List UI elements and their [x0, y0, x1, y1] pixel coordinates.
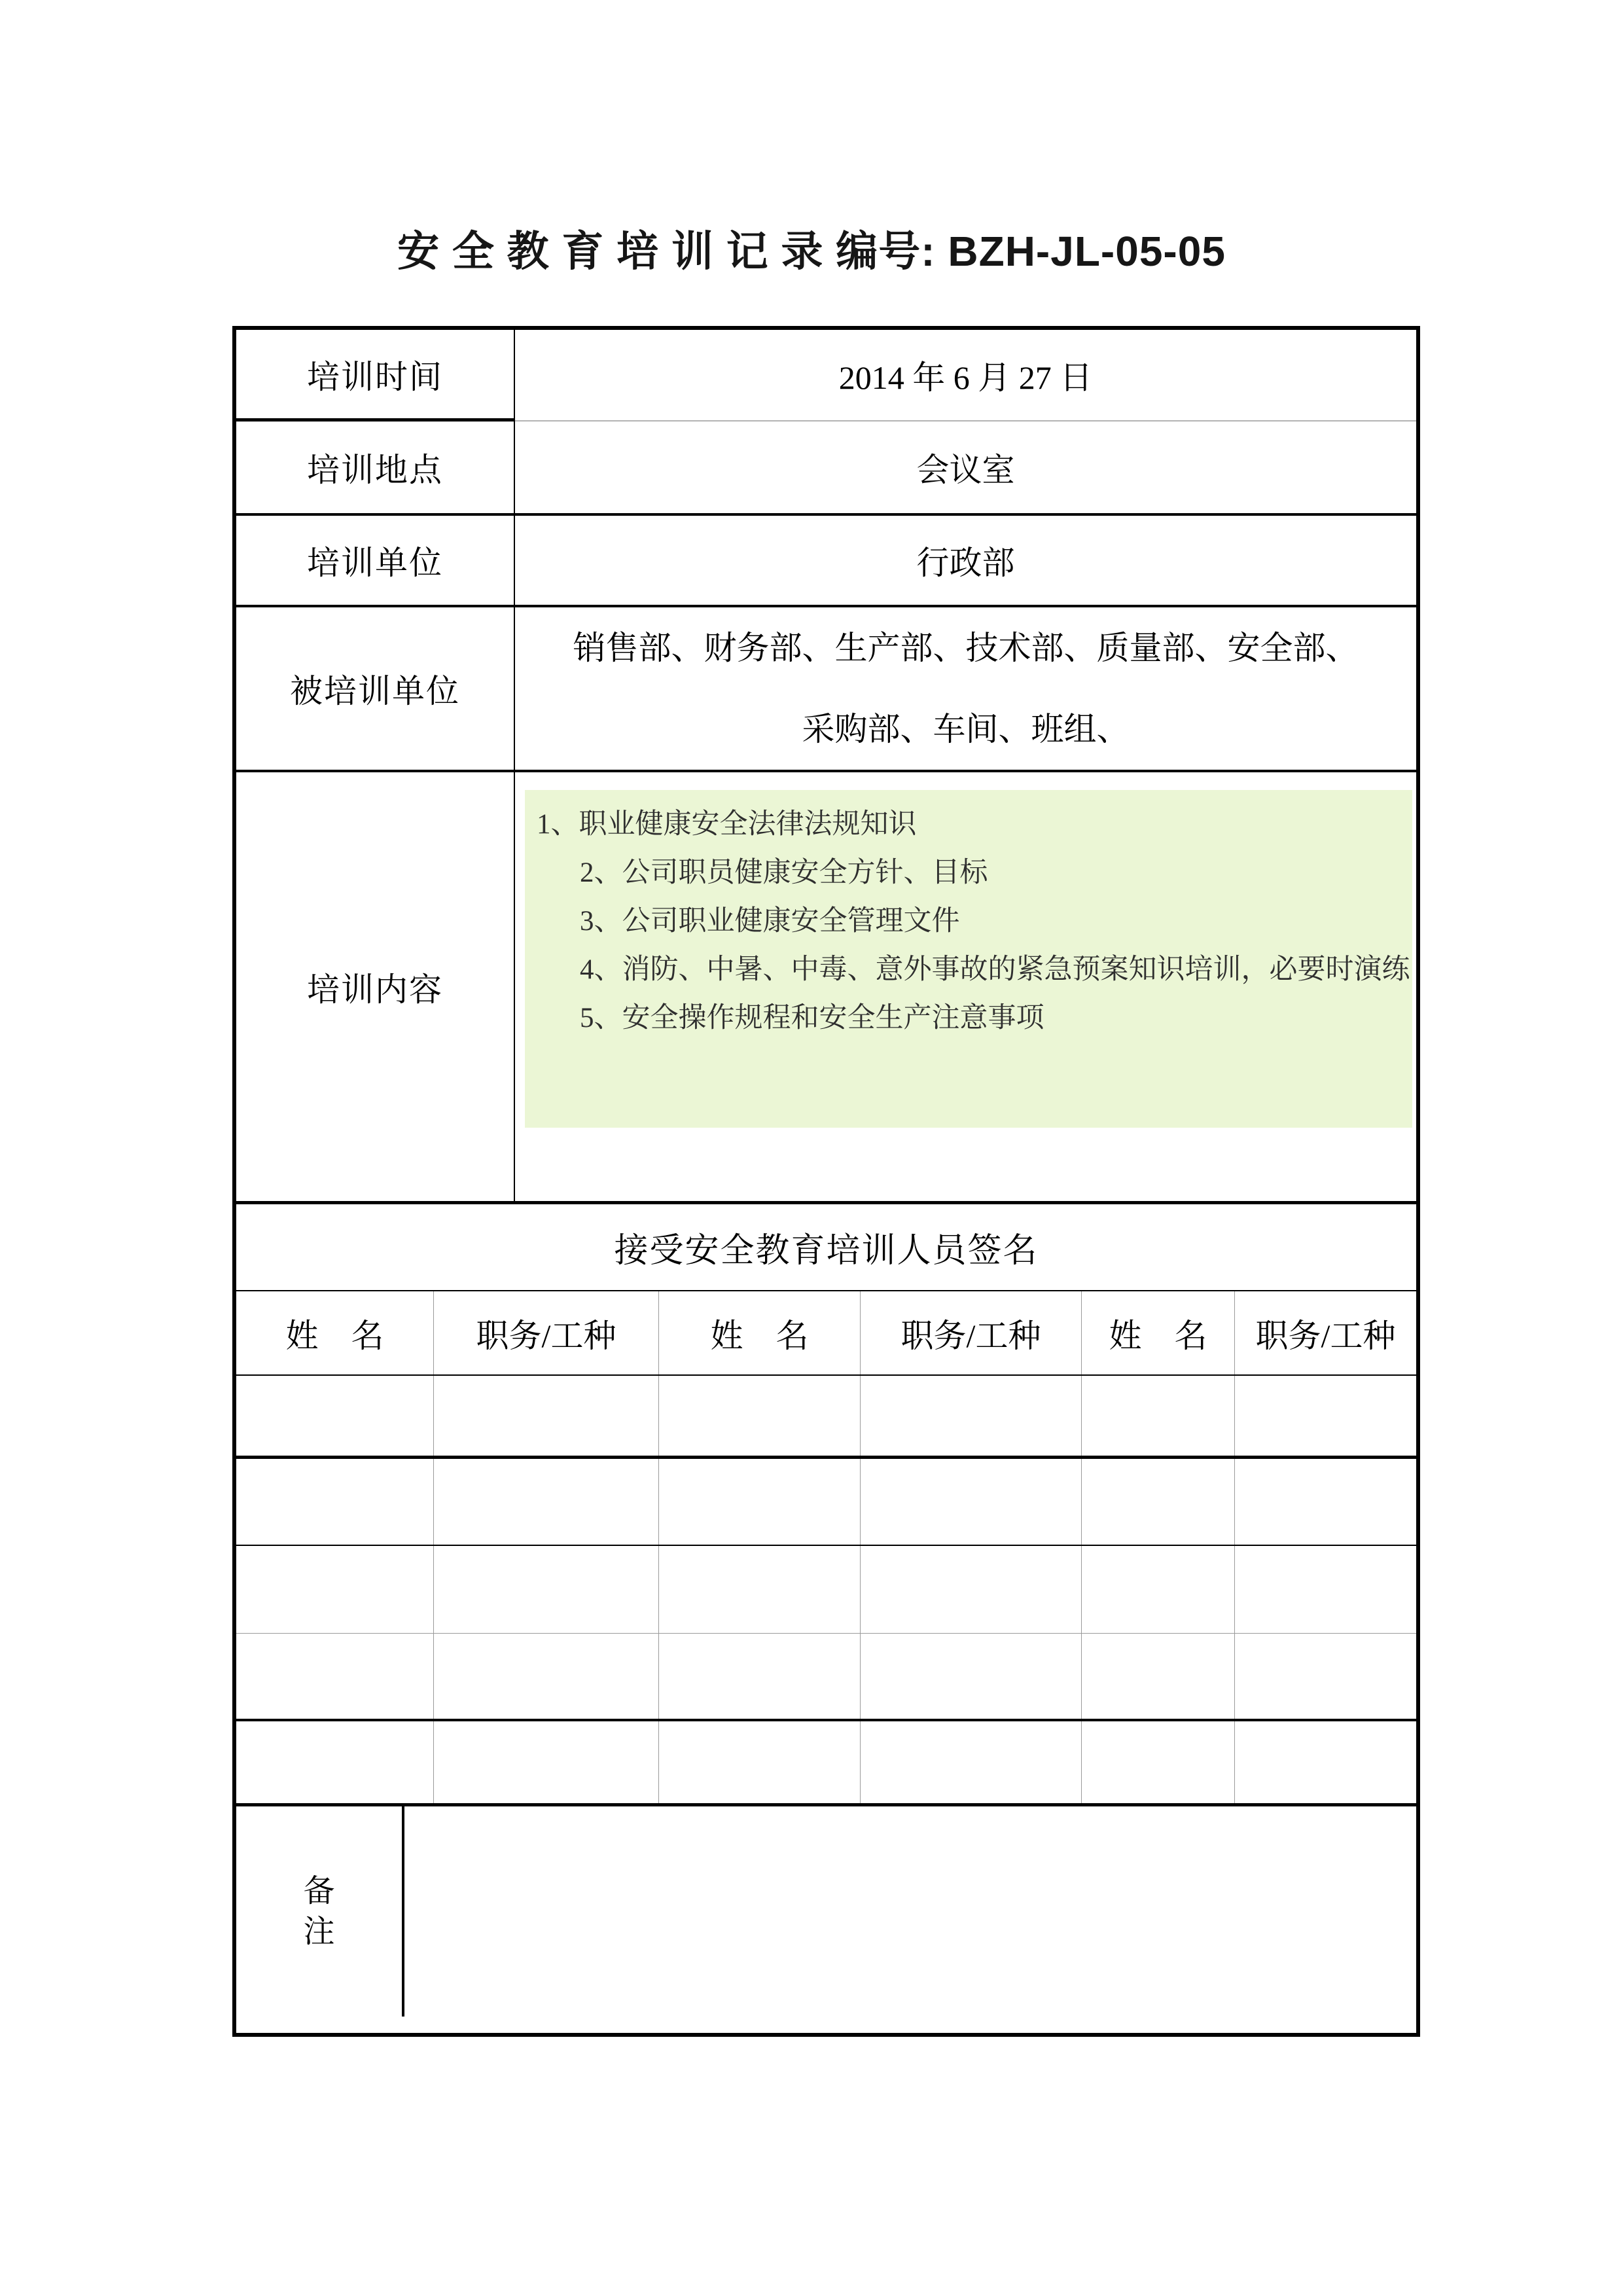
signature-cell[interactable]	[236, 1634, 433, 1719]
training-content-highlight	[525, 790, 1412, 1128]
row-signature-header	[236, 1291, 1416, 1376]
training-content-label: 培训内容	[236, 772, 515, 1201]
row-trained-units	[236, 607, 1416, 772]
training-content-value	[515, 772, 1416, 1201]
signature-row-5	[236, 1721, 1416, 1806]
page-title: 安 全 教 育 培 训 记 录 编号: BZH-JL-05-05	[397, 228, 1226, 275]
signature-cell[interactable]	[1234, 1721, 1416, 1803]
signature-cell[interactable]	[1081, 1546, 1234, 1633]
signature-col-header-duty-1: 职务/工种	[433, 1291, 658, 1374]
signature-cell[interactable]	[236, 1546, 433, 1633]
training-time-label: 培训时间	[236, 330, 515, 422]
trained-units-line-2: 采购部、车间、班组、	[802, 711, 1130, 747]
signature-cell[interactable]	[1234, 1634, 1416, 1719]
signature-cell[interactable]	[860, 1721, 1081, 1803]
remark-label	[236, 1806, 404, 2017]
signature-cell[interactable]	[860, 1634, 1081, 1719]
row-remark	[236, 1806, 1416, 2017]
signature-cell[interactable]	[1234, 1376, 1416, 1456]
signature-cell[interactable]	[433, 1721, 658, 1803]
signature-col-header-name-2: 姓 名	[658, 1291, 860, 1374]
row-training-unit	[236, 516, 1416, 607]
signature-row-1	[236, 1376, 1416, 1459]
signature-cell[interactable]	[1234, 1459, 1416, 1545]
row-training-place	[236, 422, 1416, 516]
signature-section-title: 接受安全教育培训人员签名	[614, 1232, 1039, 1270]
remark-label-text: 备注	[303, 1873, 335, 1949]
signature-cell[interactable]	[433, 1546, 658, 1633]
trained-units-line-1: 销售部、财务部、生产部、技术部、质量部、安全部、	[573, 630, 1359, 666]
signature-cell[interactable]	[236, 1376, 433, 1456]
trained-units-lines	[515, 607, 1416, 770]
signature-cell[interactable]	[658, 1634, 860, 1719]
signature-cell[interactable]	[658, 1546, 860, 1633]
trained-units-value	[515, 607, 1416, 770]
content-item-1: 1、职业健康安全法律法规知识	[537, 809, 917, 840]
row-training-content	[236, 772, 1416, 1204]
signature-col-header-name-3: 姓 名	[1081, 1291, 1234, 1374]
signature-row-4	[236, 1634, 1416, 1721]
signature-col-header-duty-2: 职务/工种	[860, 1291, 1081, 1374]
signature-cell[interactable]	[1081, 1376, 1234, 1456]
signature-cell[interactable]	[1234, 1546, 1416, 1633]
signature-cell[interactable]	[658, 1459, 860, 1545]
signature-col-header-name-1: 姓 名	[285, 1317, 384, 1354]
remark-value[interactable]	[404, 1806, 1416, 2017]
signature-cell[interactable]	[860, 1376, 1081, 1456]
signature-cell[interactable]	[1081, 1634, 1234, 1719]
content-item-5: 5、安全操作规程和安全生产注意事项	[580, 1003, 1044, 1033]
training-record-table	[232, 326, 1420, 2037]
content-item-3: 3、公司职业健康安全管理文件	[580, 906, 960, 937]
signature-row-3	[236, 1546, 1416, 1634]
signature-col-header-duty-3: 职务/工种	[1234, 1291, 1416, 1374]
signature-cell[interactable]	[658, 1721, 860, 1803]
signature-cell[interactable]	[658, 1376, 860, 1456]
row-signature-title	[236, 1204, 1416, 1291]
signature-cell[interactable]	[433, 1634, 658, 1719]
signature-cell[interactable]	[1081, 1459, 1234, 1545]
training-place-label: 培训地点	[236, 422, 515, 513]
signature-cell[interactable]	[860, 1546, 1081, 1633]
row-training-time	[236, 330, 1416, 422]
content-item-2: 2、公司职员健康安全方针、目标	[580, 857, 988, 888]
signature-cell[interactable]	[236, 1721, 433, 1803]
training-unit-value: 行政部	[916, 545, 1015, 581]
signature-cell[interactable]	[236, 1459, 433, 1545]
signature-row-2	[236, 1459, 1416, 1546]
signature-cell[interactable]	[433, 1376, 658, 1456]
signature-cell[interactable]	[860, 1459, 1081, 1545]
trained-units-label: 被培训单位	[236, 607, 515, 770]
training-unit-label: 培训单位	[236, 516, 515, 605]
signature-cell[interactable]	[433, 1459, 658, 1545]
signature-cell[interactable]	[1081, 1721, 1234, 1803]
content-item-4: 4、消防、中暑、中毒、意外事故的紧急预案知识培训，必要时演练	[580, 954, 1410, 985]
training-place-value: 会议室	[916, 452, 1015, 488]
training-time-value: 2014 年 6 月 27 日	[515, 330, 1416, 422]
